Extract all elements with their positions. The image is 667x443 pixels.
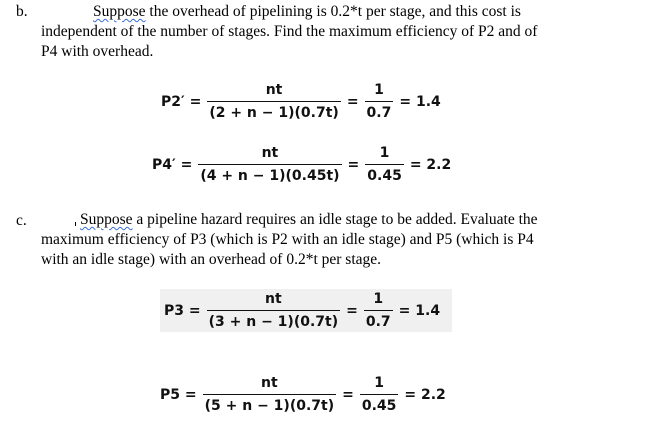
denominator: 0.7 [365, 101, 394, 121]
equation-lhs: P4′ = [152, 156, 193, 173]
part-c-line-3: with an idle stage) with an overhead of 0.2*t per stage. [41, 251, 382, 268]
denominator: (2 + n − 1)(0.7t) [207, 101, 341, 121]
text-cursor [75, 222, 76, 226]
equation-p5 [160, 375, 452, 414]
equals-sign: = [346, 302, 358, 319]
spellcheck-word[interactable]: Suppose [80, 211, 133, 228]
equation-lhs: P5 = [160, 386, 197, 403]
numerator: 1 [373, 291, 384, 307]
numerator: 1 [379, 145, 390, 161]
denominator: (4 + n − 1)(0.45t) [198, 164, 341, 184]
denominator: 0.45 [360, 394, 399, 414]
denominator: 0.45 [365, 164, 404, 184]
numerator: 1 [374, 375, 384, 391]
fraction-simplified [365, 145, 404, 184]
result: = 1.4 [398, 302, 441, 319]
fraction-simplified [365, 82, 394, 121]
equation-p2-prime [161, 82, 447, 121]
part-b-line-3: P4 with overhead. [41, 43, 154, 60]
part-c-line-1: Suppose a pipeline hazard requires an idle stage to be added. Evaluate the [41, 210, 641, 230]
spellcheck-word[interactable]: Suppose [93, 3, 146, 20]
part-b-line-1: Suppose the overhead of pipelining is 0.2*t per stage, and this cost is [93, 3, 521, 20]
part-c-line-2: maximum efficiency of P3 (which is P2 with an idle stage) and P5 (which is P4 [41, 231, 534, 248]
fraction-main [207, 291, 341, 330]
fraction-main [203, 375, 337, 414]
equation-lhs: P2′ = [161, 93, 202, 110]
fraction-simplified [360, 375, 399, 414]
denominator: 0.7 [364, 310, 393, 330]
equation-lhs: P3 = [164, 302, 201, 319]
equals-sign: = [346, 93, 359, 110]
equals-sign: = [347, 156, 360, 173]
part-b-line-2: independent of the number of stages. Find the maximum efficiency of P2 and of [41, 23, 538, 40]
result: = 1.4 [399, 93, 441, 110]
fraction-simplified [364, 291, 393, 330]
numerator: nt [265, 82, 283, 98]
equation-p3 [160, 289, 452, 332]
part-b-marker: b. [16, 3, 28, 20]
denominator: (3 + n − 1)(0.7t) [207, 310, 341, 330]
numerator: nt [261, 145, 279, 161]
numerator: 1 [374, 82, 384, 98]
numerator: nt [265, 291, 282, 307]
denominator: (5 + n − 1)(0.7t) [203, 394, 337, 414]
numerator: nt [261, 375, 278, 391]
fraction-main [207, 82, 341, 121]
part-c-question [41, 210, 641, 270]
part-c-marker: c. [16, 212, 27, 229]
result: = 2.2 [404, 386, 446, 403]
equals-sign: = [342, 386, 354, 403]
result: = 2.2 [409, 156, 452, 173]
fraction-main [198, 145, 341, 184]
part-b-question [41, 2, 641, 62]
equation-p4-prime [152, 145, 457, 184]
